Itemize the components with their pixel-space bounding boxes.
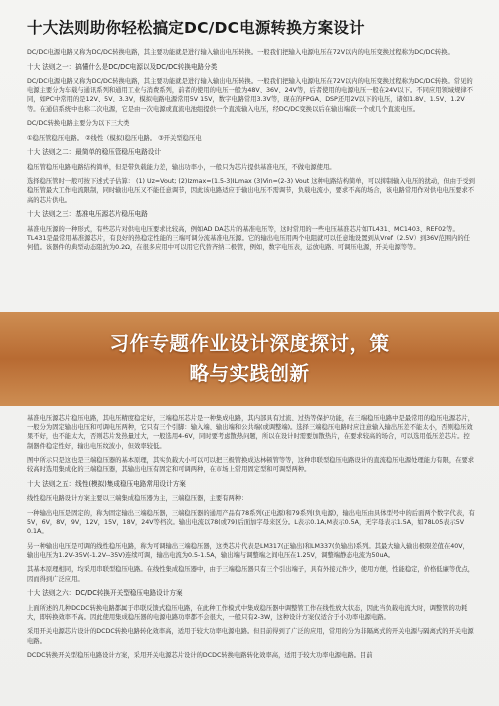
document-content bbox=[27, 18, 475, 257]
body-paragraph: 基准电压源的一种形式，有些芯片对供电电压要求比较高，例如AD DA芯片的基准电压等，这时常用的一些电压基准芯片如TL431、MC1403、REF02等。TL431是最常用基准源芯片，有良好的热稳定性能的三端可调分流基准电压源。它的输出电压用两个电阻就可以任意地设置到从Vref（2.5V）到36V范围内的任何值。该器件的典型动态阻抗为0.2Ω，在很多应用中可以用它代替齐纳二极管，例如，数字电压表，运放电路、可调压电源，开关电源等等。 bbox=[27, 225, 470, 251]
body-paragraph: 另一种输出电压是可调的线性稳压电路，称为可调输出三端稳压器，这类芯片代表是LM317(正输出)和LM337(负输出)系列。其最大输入输出极限差值在40V，输出电压为1.2V-35V(-1.2V--35V)连续可调，输出电流为0.5-1.5A，输出端与调整端之间电压在1.25V，调整端静态电流为50uA。 bbox=[27, 542, 469, 559]
banner-title bbox=[0, 329, 499, 389]
section-heading-3: 十大 法则之三：基准电压源芯片稳压电路 bbox=[27, 210, 148, 219]
body-paragraph: 其基本原理相同，均采用串联型稳压电路。在线性集成稳压器中，由于三端稳压器只有三个引出端子，具有外接元件少，使用方便，性能稳定，价格低廉等优点，因而得到广泛应用。 bbox=[27, 566, 475, 583]
section-heading-6: 十大 法则之六：DC/DC转换开关型稳压电路设计方案 bbox=[27, 589, 183, 598]
body-paragraph: DC/DC电源电路又称为DC/DC转换电路，其主要功能就是进行输入输出电压转换。一般我们把输入电源电压在72V以内的电压变换过程称为DC/DC转换。常见的电源主要分为车载与通讯系列和通用工业与消费系列，前者的使用的电压一般为48V、36V、24V等，后者使用的电源电压一般在24V以下。不同应用领域规律不同，如PC中常用的是12V、5V、3.3V，模拟电路电源常用5V 15V，数字电路常用3.3V等，现在的FPGA、DSP还用2V以下的电压，诸如1.8V、1.5V、1.2V等。在通信系统中也称二次电源，它是由一次电源或直流电池组提供一个直流输入电压，经DC/DC变换以后在输出端获一个或几个直流电压。 bbox=[27, 78, 473, 113]
body-paragraph: 上面所述的几种DCDC转换电路都属于串联反馈式稳压电路，在此种工作模式中集成稳压器中调整管工作在线性放大状态，因此当负载电流大时，调整管的功耗大，即转换效率不高。因此使用集成稳压器的电源电路功率都不会很大，一般只有2-3W，这种设计方案仅适合于小功率电源电路。 bbox=[27, 604, 468, 621]
body-paragraph: 一种输出电压是固定的，称为固定输出三端稳压器，三端稳压器的通用产品有78系列(正电源)和79系列(负电源)，输出电压由具体型号中的后面两个数字代表，有5V，6V，8V，9V，12V，15V，18V，24V等档次。输出电流以78(或79)后面加字母来区分。L表示0.1A,M表示0.5A，无字母表示1.5A，如78L05表示5V 0.1A。 bbox=[27, 509, 475, 536]
document-content-lower bbox=[27, 414, 475, 666]
body-paragraph: DCDC转换开关型稳压电路设计方案，采用开关电源芯片设计的DCDC转换电路转化效率高，适用于较大功率电源电路。目前 bbox=[27, 652, 373, 660]
section-heading-1: 十大 法则之一：搞懂什么是DC/DC电源以及DC/DC转换电路分类 bbox=[27, 62, 218, 71]
body-paragraph: ①稳压管稳压电路。 ②线性（模拟)稳压电路。 ③开关型稳压电 bbox=[27, 134, 202, 142]
section-heading-2: 十大 法则之二：最简单的稳压管稳压电路设计 bbox=[27, 148, 161, 157]
intro-paragraph: DC/DC电源电路又称为DC/DC转换电路，其主要功能就是进行输入输出电压转换。一般我们把输入电源电压在72V以内的电压变换过程称为DC/DC转换。 bbox=[27, 49, 454, 56]
body-paragraph: 基准电压源芯片稳压电路，其电压精度稳定好，三端稳压芯片是一种集成电路，其内部具有过流、过热等保护功能，在三端稳压电路中是最常用的稳压电源芯片，一般分为固定输出电压和可调电压两种，它只有三个引脚：输入端、输出端和公共端(或调整端)。选择三端稳压电路时应注意输入输出压差不能太小，否则稳压效果不好，也不能太大，否则芯片发热量过大，一般选用4-6V，同时要考虑散热问题，所以在设计时需要加散热片，在要求较高的场合，可以选用低压差芯片。控制器件稳定性好，输出电压纹波小，但效率较低。 bbox=[27, 415, 475, 450]
body-paragraph: 稳压管稳压电路电路结构简单，但是带负载能力差，输出功率小，一般只为芯片提供基准电压，不做电源使用。 bbox=[27, 163, 336, 171]
body-paragraph: DC/DC转换电路主要分为以下三大类 bbox=[27, 120, 130, 128]
banner-title-line-2: 略与实践创新 bbox=[189, 362, 310, 385]
banner-title-line-1: 习作专题作业设计深度探讨，策 bbox=[109, 332, 390, 355]
body-paragraph: 图中所示只是这也是三端稳压器的基本原理，其实负载大小可以可以把三极管换成达林顿管等等，这种串联型稳压电路设计的直流稳压电源处理能力有限，在要求较高时选用集成化的三端稳压器，其输出电压有固定和可调两种，在市场上常用固定型和可调型两种。 bbox=[27, 457, 475, 474]
document-title: 十大法则助你轻松搞定DC/DC电源转换方案设计 bbox=[27, 19, 365, 37]
section-heading-5: 十大 法则之五：线性(模拟)集成稳压电路常用设计方案 bbox=[27, 479, 186, 488]
body-paragraph: 采用开关电源芯片设计的DCDC转换电路转化效率高，适用于较大功率电源电路。但目前得到了广泛的应用，常用的分为非隔离式的开关电源与隔离式的开关电源电路。 bbox=[27, 628, 474, 645]
body-paragraph: 线性稳压电路设计方案主要以三端集成稳压器为主，三端稳压器，主要有两种： bbox=[27, 495, 248, 503]
body-paragraph: 选择稳压管时一般可按下述式子估算： (1) Uz=Vout; (2)Izmax=(1.5-3)ILmax (3)Vin=(2-3) Vout 这种电路结构简单，可以抑制输入电压的扰动，但由于受到稳压管最大工作电流限制，同时输出电压又不能任意调节，因此该电路适应于输出电压不需调节，负载电流小，要求不高的场合，该电路常用作对供电电压要求不高的芯片供电。 bbox=[27, 178, 475, 204]
